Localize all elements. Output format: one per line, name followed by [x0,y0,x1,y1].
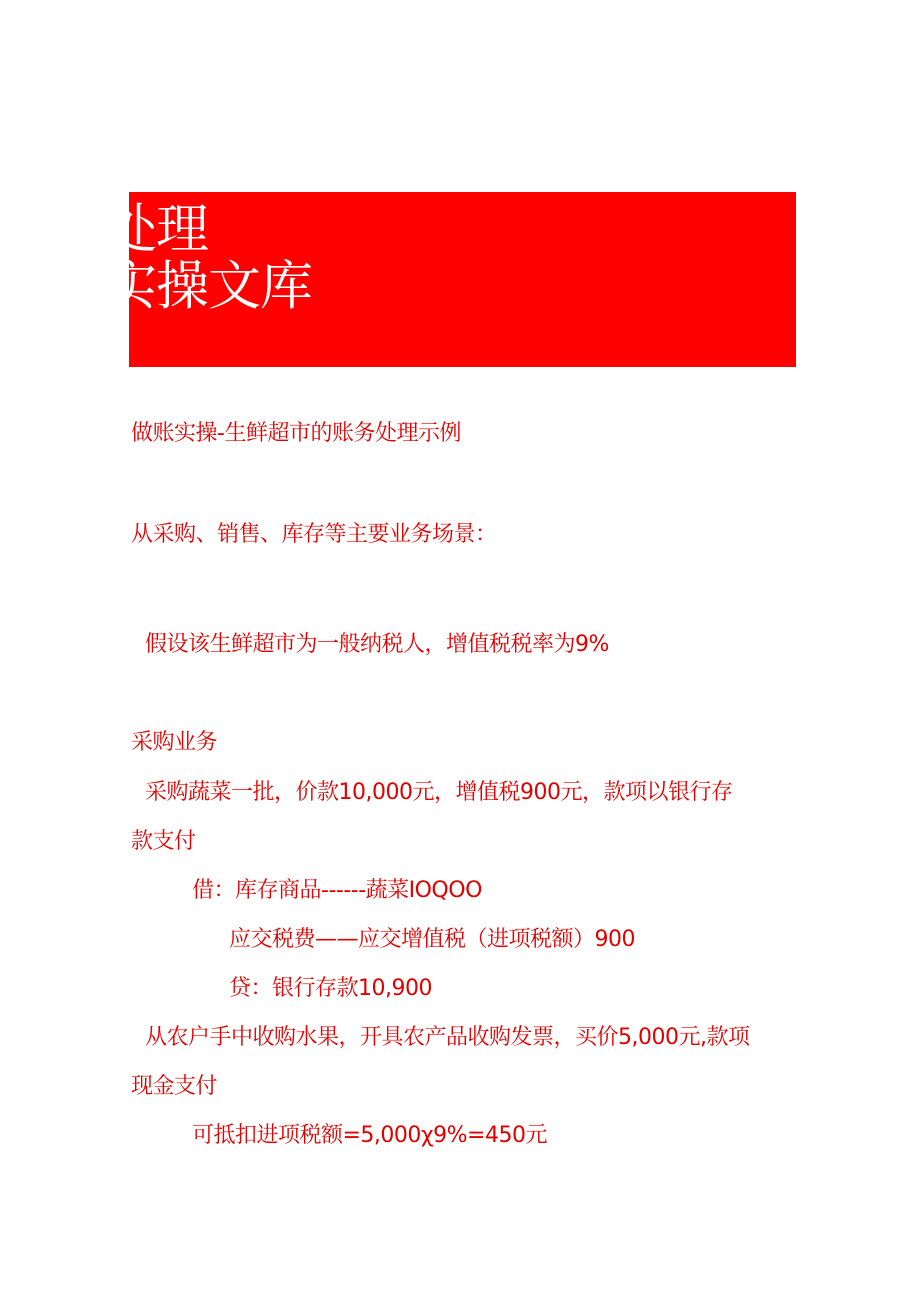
item2-text-line1: 从农户手中收购水果，开具农产品收购发票，买价5,000元,款项 [145,1025,750,1050]
item2-calculation: 可抵扣进项税额=5,000χ9%=450元 [192,1123,547,1148]
entry1-debit: 借：库存商品------蔬菜IOQOO [192,878,482,903]
item1-text-line2: 款支付 [131,829,196,854]
banner-title-line1: 账务处理 [0,199,208,260]
section-purchase-heading: 采购业务 [131,730,218,755]
assumption-text: 假设该生鲜超市为一般纳税人，增值税税率为9% [145,632,609,657]
entry1-credit: 贷：银行存款10,900 [229,976,432,1001]
document-heading: 做账实操-生鲜超市的账务处理示例 [131,421,461,446]
item2-text-line2: 现金支付 [131,1074,218,1099]
entry1-debit-tax: 应交税费——应交增值税（进项税额）900 [229,927,635,952]
intro-text: 从采购、销售、库存等主要业务场景： [131,522,497,547]
item1-text-line1: 采购蔬菜一批，价款10,000元，增值税900元，款项以银行存 [145,780,733,805]
banner-title-line2: 会计实操文库 [0,256,312,317]
